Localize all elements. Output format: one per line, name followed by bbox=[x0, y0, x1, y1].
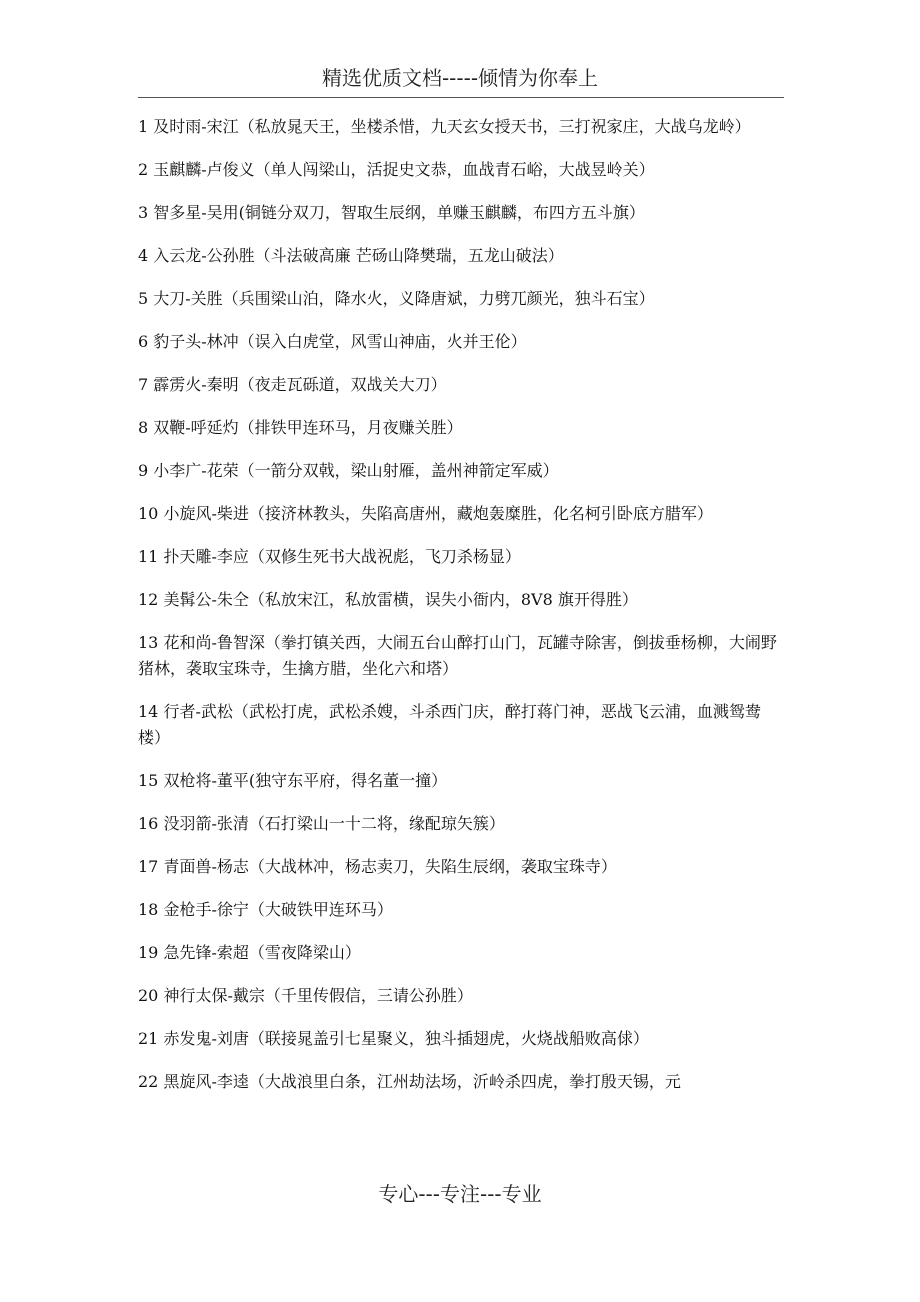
list-item: 16 没羽箭-张清（石打梁山一十二将，缘配琼矢簇） bbox=[138, 814, 505, 833]
list-item: 1 及时雨-宋江（私放晁天王，坐楼杀惜，九天玄女授天书，三打祝家庄，大战乌龙岭） bbox=[138, 117, 751, 136]
list-item: 9 小李广-花荣（一箭分双戟，梁山射雁，盖州神箭定军威） bbox=[138, 461, 559, 480]
page-footer: 专心---专注---专业 bbox=[378, 1182, 542, 1206]
list-item: 21 赤发鬼-刘唐（联接晁盖引七星聚义，独斗插翅虎，火烧战船败高俅） bbox=[138, 1029, 649, 1048]
list-item: 4 入云龙-公孙胜（斗法破高廉 芒砀山降樊瑞，五龙山破法） bbox=[138, 246, 564, 265]
list-item: 12 美髯公-朱仝（私放宋江，私放雷横，误失小衙内，8V8 旗开得胜） bbox=[138, 590, 638, 609]
list-item: 7 霹雳火-秦明（夜走瓦砾道，双战关大刀） bbox=[138, 375, 447, 394]
list-item: 22 黑旋风-李逵（大战浪里白条，江州劫法场，沂岭杀四虎，拳打殷天锡，元 bbox=[138, 1072, 681, 1091]
character-list bbox=[138, 114, 778, 1112]
list-item: 14 行者-武松（武松打虎，武松杀嫂，斗杀西门庆，醉打蒋门神，恶战飞云浦，血溅鸳鸯楼） bbox=[138, 702, 761, 747]
header-divider bbox=[138, 97, 784, 98]
list-item: 5 大刀-关胜（兵围梁山泊，降水火，义降唐斌，力劈兀颜光，独斗石宝） bbox=[138, 289, 655, 308]
list-item: 2 玉麒麟-卢俊义（单人闯梁山，活捉史文恭，血战青石峪，大战昱岭关） bbox=[138, 160, 655, 179]
list-item: 8 双鞭-呼延灼（排铁甲连环马，月夜赚关胜） bbox=[138, 418, 463, 437]
list-item: 11 扑天雕-李应（双修生死书大战祝彪，飞刀杀杨显） bbox=[138, 547, 521, 566]
list-item: 6 豹子头-林冲（误入白虎堂，风雪山神庙，火并王伦） bbox=[138, 332, 527, 351]
page-header: 精选优质文档-----倾情为你奉上 bbox=[321, 66, 599, 90]
list-item: 19 急先锋-索超（雪夜降梁山） bbox=[138, 943, 361, 962]
list-item: 15 双枪将-董平(独守东平府，得名董一撞） bbox=[138, 771, 448, 790]
list-item: 17 青面兽-杨志（大战林冲，杨志卖刀，失陷生辰纲，袭取宝珠寺） bbox=[138, 857, 617, 876]
list-item: 18 金枪手-徐宁（大破铁甲连环马） bbox=[138, 900, 393, 919]
list-item: 20 神行太保-戴宗（千里传假信，三请公孙胜） bbox=[138, 986, 473, 1005]
list-item: 3 智多星-吴用(铜链分双刀，智取生辰纲，单赚玉麒麟，布四方五斗旗） bbox=[138, 203, 645, 222]
list-item: 10 小旋风-柴进（接济林教头，失陷高唐州，藏炮轰糜胜，化名柯引卧底方腊军） bbox=[138, 504, 713, 523]
list-item: 13 花和尚-鲁智深（拳打镇关西，大闹五台山醉打山门，瓦罐寺除害，倒拔垂杨柳，大闹野猪林，袭取宝珠寺，生擒方腊，坐化六和塔） bbox=[138, 633, 777, 678]
